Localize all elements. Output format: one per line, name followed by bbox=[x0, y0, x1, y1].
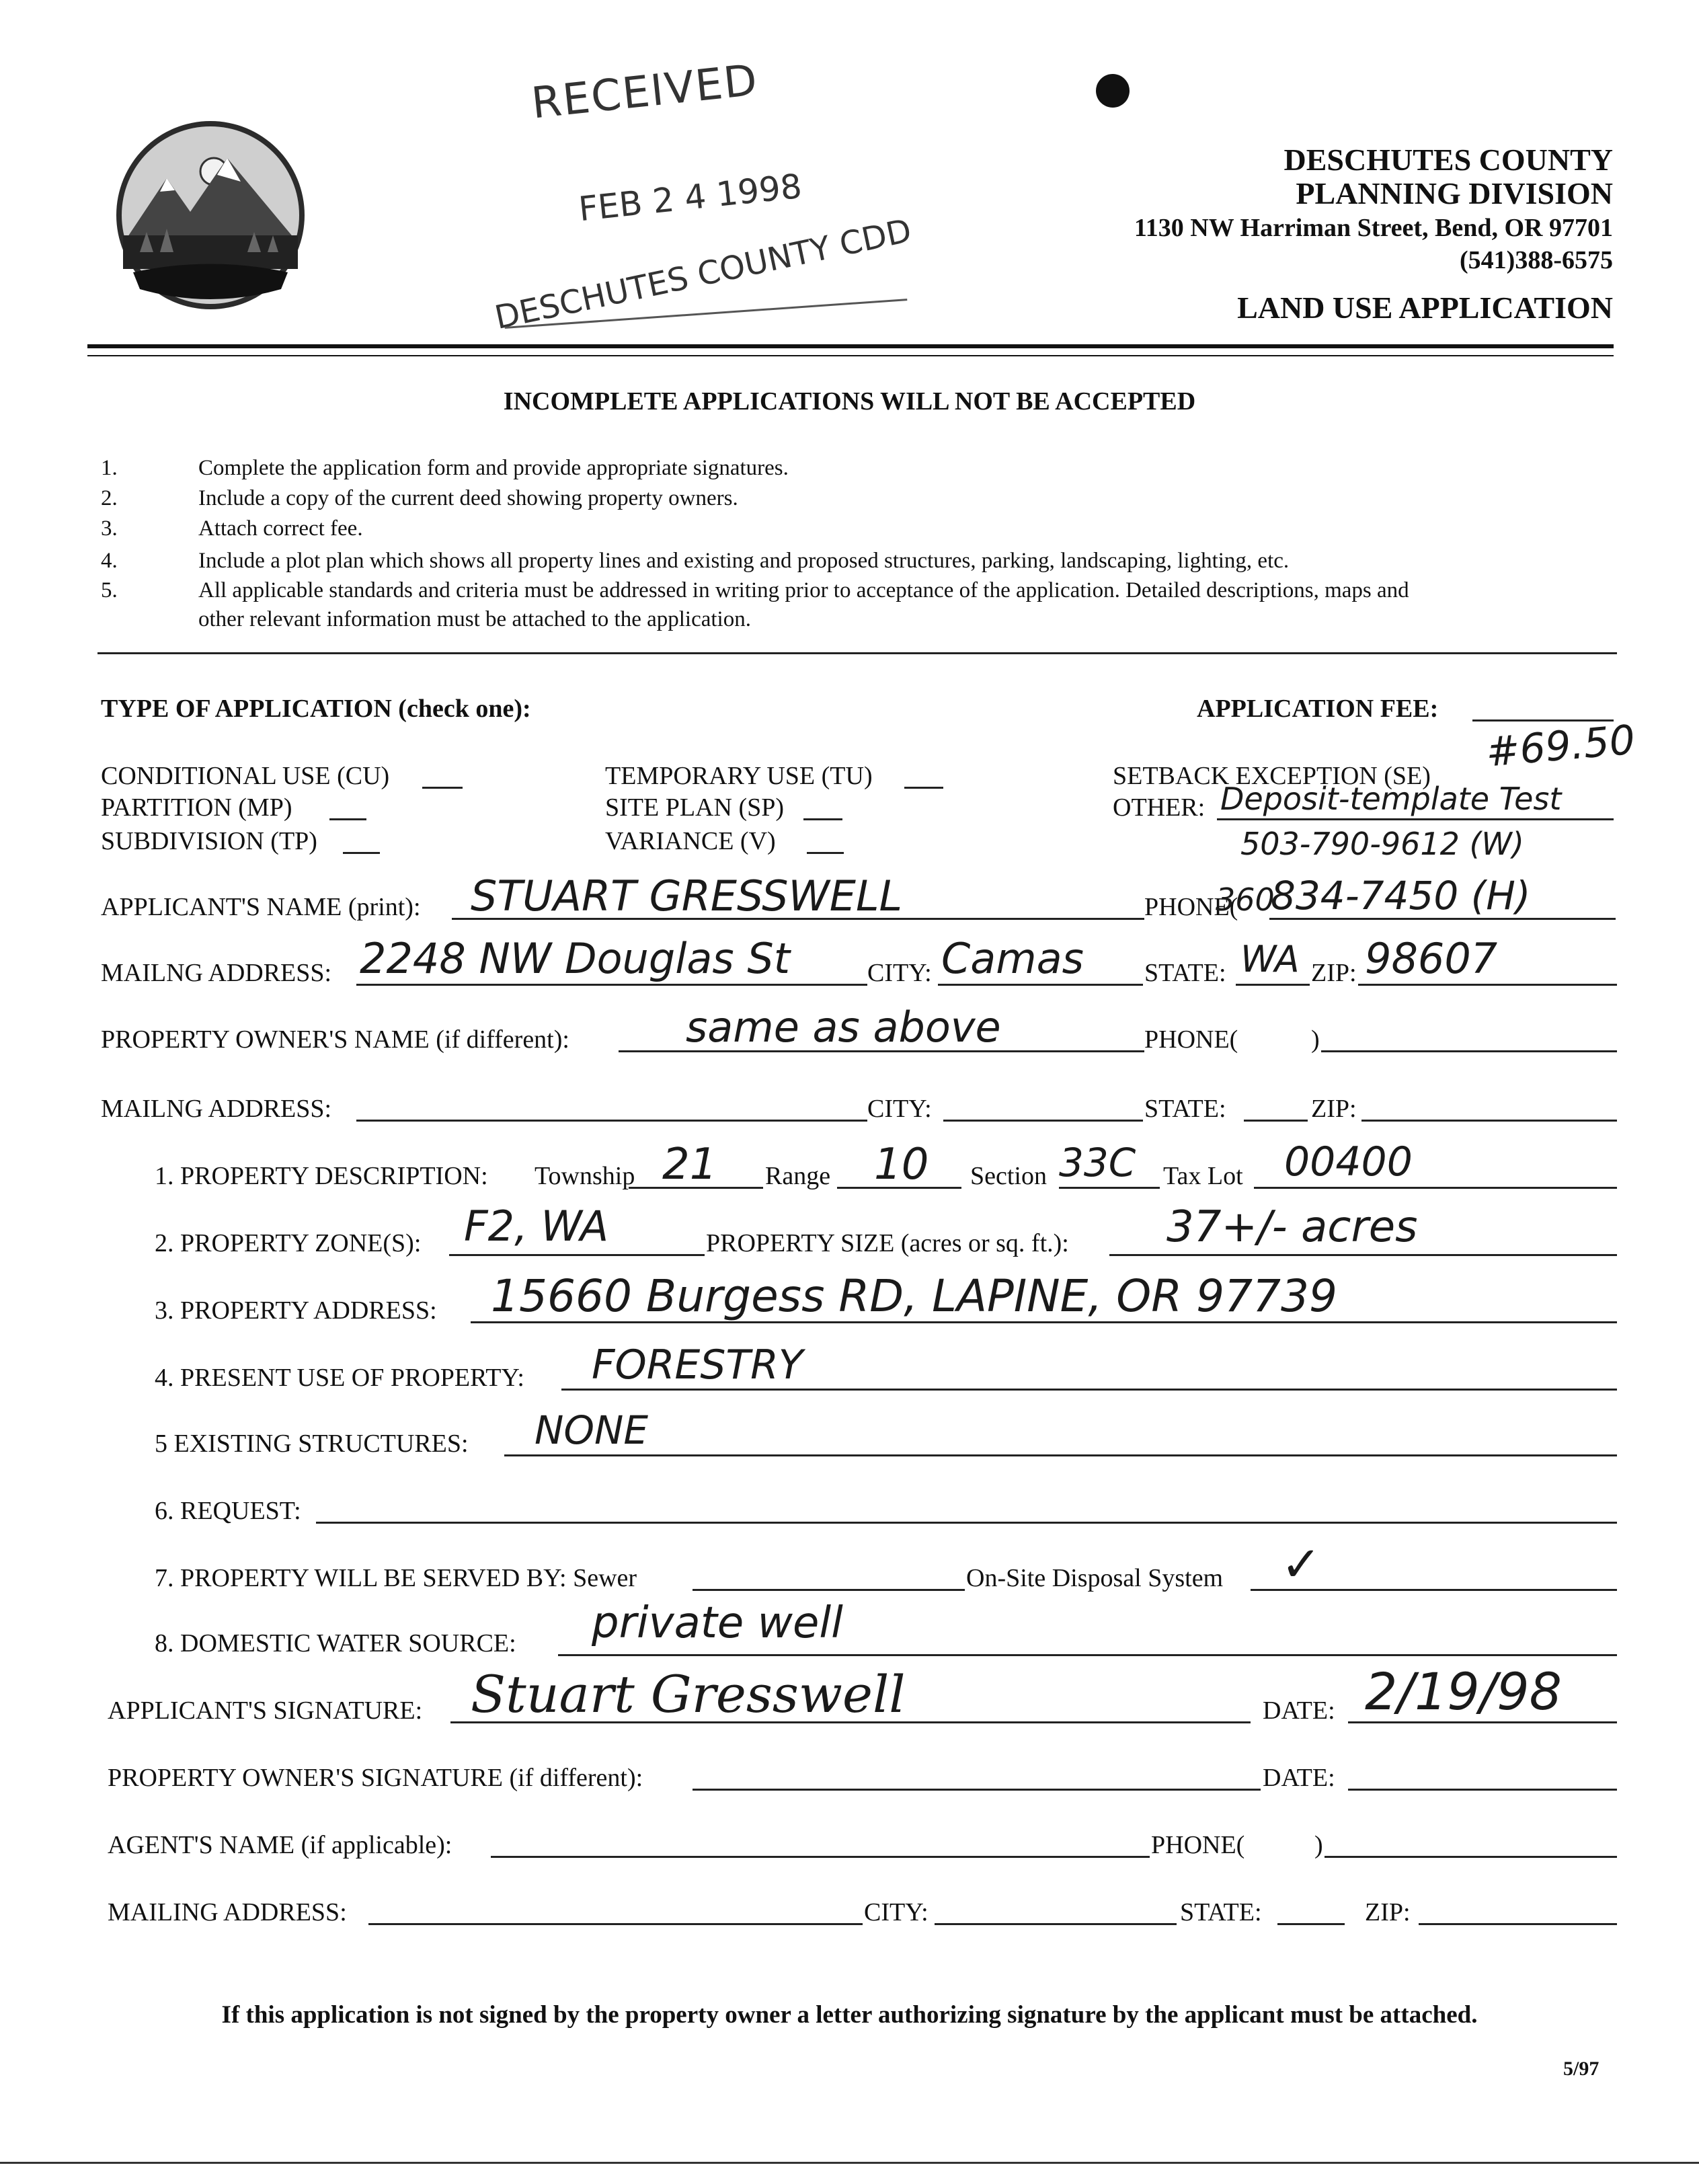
section-line bbox=[1059, 1187, 1160, 1189]
checkbox-line-sp[interactable] bbox=[803, 818, 842, 820]
applicant-phone-label: PHONE( bbox=[1144, 893, 1238, 921]
applicant-name-value[interactable]: STUART GRESSWELL bbox=[471, 871, 903, 921]
owner-name-value[interactable]: same as above bbox=[686, 1003, 1001, 1052]
tax-lot-label: Tax Lot bbox=[1163, 1162, 1243, 1190]
received-stamp bbox=[471, 54, 928, 338]
header-rule bbox=[87, 344, 1614, 348]
water-source-value[interactable]: private well bbox=[592, 1598, 843, 1648]
agent-city-label: CITY: bbox=[864, 1898, 928, 1926]
application-fee-label: APPLICATION FEE: bbox=[1197, 695, 1439, 723]
existing-structures-line bbox=[504, 1454, 1617, 1456]
request-label: 6. REQUEST: bbox=[155, 1497, 301, 1525]
water-source-label: 8. DOMESTIC WATER SOURCE: bbox=[155, 1629, 516, 1658]
header-rule-thin bbox=[87, 355, 1614, 356]
applicant-date-value[interactable]: 2/19/98 bbox=[1365, 1662, 1562, 1721]
range-label: Range bbox=[765, 1162, 831, 1190]
applicant-phone-value[interactable]: 834-7450 (H) bbox=[1271, 873, 1531, 919]
applicant-address-value[interactable]: 2248 NW Douglas St bbox=[360, 934, 791, 983]
property-address-label: 3. PROPERTY ADDRESS: bbox=[155, 1296, 437, 1325]
present-use-line bbox=[561, 1389, 1617, 1391]
option-site-plan: SITE PLAN (SP) bbox=[605, 793, 785, 822]
instruction-text: Attach correct fee. bbox=[198, 516, 363, 541]
property-size-value[interactable]: 37+/- acres bbox=[1167, 1202, 1418, 1252]
org-phone: (541)388-6575 bbox=[1460, 246, 1613, 274]
sewer-line[interactable] bbox=[693, 1589, 965, 1591]
applicant-state-line bbox=[1236, 984, 1310, 986]
agent-zip-line[interactable] bbox=[1419, 1923, 1617, 1925]
checkbox-line-cu[interactable] bbox=[422, 787, 463, 789]
property-zone-value[interactable]: F2, WA bbox=[464, 1202, 609, 1251]
owner-city-label: CITY: bbox=[867, 1095, 932, 1123]
existing-structures-label: 5 EXISTING STRUCTURES: bbox=[155, 1430, 469, 1458]
applicant-state-value[interactable]: WA bbox=[1240, 938, 1300, 980]
township-label: Township bbox=[535, 1162, 635, 1190]
on-site-disposal-check[interactable]: ✓ bbox=[1281, 1536, 1322, 1592]
agent-state-line[interactable] bbox=[1277, 1923, 1345, 1925]
option-other: OTHER: bbox=[1113, 793, 1206, 822]
agent-phone-close: ) bbox=[1314, 1831, 1323, 1859]
instruction-text: Include a copy of the current deed showing property owners. bbox=[198, 486, 738, 510]
applicant-state-label: STATE: bbox=[1144, 959, 1226, 987]
checkbox-line-tu[interactable] bbox=[904, 787, 943, 789]
property-address-value[interactable]: 15660 Burgess RD, LAPINE, OR 97739 bbox=[491, 1270, 1338, 1322]
applicant-date-line bbox=[1348, 1721, 1617, 1723]
instruction-num: 1. bbox=[101, 456, 118, 480]
property-size-label: PROPERTY SIZE (acres or sq. ft.): bbox=[706, 1229, 1069, 1257]
property-size-line bbox=[1109, 1254, 1617, 1256]
instruction-num: 5. bbox=[101, 578, 118, 602]
applicant-signature-label: APPLICANT'S SIGNATURE: bbox=[108, 1696, 423, 1725]
punch-hole-mark bbox=[1096, 74, 1130, 108]
agent-city-line[interactable] bbox=[935, 1923, 1177, 1925]
other-line bbox=[1217, 818, 1614, 820]
checkbox-line-tp[interactable] bbox=[343, 852, 380, 854]
range-value[interactable]: 10 bbox=[874, 1140, 929, 1190]
instruction-num: 4. bbox=[101, 549, 118, 573]
applicant-address-label: MAILNG ADDRESS: bbox=[101, 959, 332, 987]
stamp-agency: DESCHUTES COUNTY CDD bbox=[491, 211, 915, 338]
checkbox-line-mp[interactable] bbox=[329, 818, 366, 820]
applicant-zip-label: ZIP: bbox=[1311, 959, 1357, 987]
instruction-text: Include a plot plan which shows all property lines and existing and proposed structures, parking, landscaping, lighting, etc. bbox=[198, 549, 1290, 573]
county-logo bbox=[113, 118, 308, 313]
other-value[interactable]: Deposit-template Test bbox=[1220, 781, 1562, 817]
owner-zip-label: ZIP: bbox=[1311, 1095, 1357, 1123]
tax-lot-value[interactable]: 00400 bbox=[1284, 1138, 1413, 1185]
section-divider bbox=[97, 652, 1617, 654]
tax-lot-line bbox=[1254, 1187, 1617, 1189]
applicant-address-line bbox=[356, 984, 867, 986]
owner-state-label: STATE: bbox=[1144, 1095, 1226, 1123]
agent-mailing-address-line[interactable] bbox=[368, 1923, 863, 1925]
form-title: LAND USE APPLICATION bbox=[1237, 290, 1613, 325]
instruction-num: 3. bbox=[101, 516, 118, 541]
checkbox-line-v[interactable] bbox=[807, 852, 844, 854]
owner-zip-line[interactable] bbox=[1361, 1120, 1617, 1122]
owner-date-label: DATE: bbox=[1263, 1764, 1335, 1792]
township-value[interactable]: 21 bbox=[662, 1140, 717, 1190]
applicant-phone-area[interactable]: 360 bbox=[1216, 882, 1275, 918]
property-zone-line bbox=[449, 1254, 705, 1256]
owner-phone-label: PHONE( bbox=[1144, 1025, 1238, 1054]
owner-signature-label: PROPERTY OWNER'S SIGNATURE (if different): bbox=[108, 1764, 643, 1792]
work-phone-value[interactable]: 503-790-9612 (W) bbox=[1240, 826, 1524, 862]
agent-state-label: STATE: bbox=[1180, 1898, 1262, 1926]
owner-phone-line[interactable] bbox=[1321, 1050, 1617, 1052]
option-conditional-use: CONDITIONAL USE (CU) bbox=[101, 762, 390, 790]
applicant-date-label: DATE: bbox=[1263, 1696, 1335, 1725]
applicant-city-label: CITY: bbox=[867, 959, 932, 987]
applicant-city-value[interactable]: Camas bbox=[941, 934, 1084, 983]
owner-address-label: MAILNG ADDRESS: bbox=[101, 1095, 332, 1123]
option-temporary-use: TEMPORARY USE (TU) bbox=[605, 762, 873, 790]
org-name: DESCHUTES COUNTY bbox=[1283, 143, 1613, 177]
existing-structures-value[interactable]: NONE bbox=[535, 1407, 649, 1453]
owner-state-line[interactable] bbox=[1244, 1120, 1308, 1122]
agent-mailing-address-label: MAILING ADDRESS: bbox=[108, 1898, 347, 1926]
section-value[interactable]: 33C bbox=[1059, 1140, 1136, 1185]
applicant-city-line bbox=[938, 984, 1143, 986]
property-zone-label: 2. PROPERTY ZONE(S): bbox=[155, 1229, 422, 1257]
application-fee-value[interactable]: #69.50 bbox=[1484, 716, 1637, 777]
owner-city-line[interactable] bbox=[943, 1120, 1143, 1122]
agent-phone-line[interactable] bbox=[1325, 1856, 1617, 1858]
owner-address-line[interactable] bbox=[356, 1120, 867, 1122]
agent-name-line[interactable] bbox=[491, 1856, 1150, 1858]
applicant-signature[interactable]: Stuart Gresswell bbox=[471, 1664, 906, 1724]
present-use-value[interactable]: FORESTRY bbox=[592, 1341, 803, 1389]
agent-zip-label: ZIP: bbox=[1365, 1898, 1411, 1926]
agent-phone-label: PHONE( bbox=[1151, 1831, 1245, 1859]
section-label: Section bbox=[970, 1162, 1047, 1190]
request-line[interactable] bbox=[316, 1522, 1617, 1524]
stamp-date: FEB 2 4 1998 bbox=[576, 166, 804, 229]
option-variance: VARIANCE (V) bbox=[605, 827, 776, 855]
water-source-line bbox=[558, 1654, 1617, 1656]
division-name: PLANNING DIVISION bbox=[1296, 176, 1613, 210]
owner-phone-close: ) bbox=[1311, 1025, 1320, 1054]
option-setback-exception: SETBACK EXCEPTION (SE) bbox=[1113, 762, 1431, 790]
org-address: 1130 NW Harriman Street, Bend, OR 97701 bbox=[1134, 214, 1613, 242]
agent-name-label: AGENT'S NAME (if applicable): bbox=[108, 1831, 452, 1859]
option-subdivision: SUBDIVISION (TP) bbox=[101, 827, 317, 855]
option-partition: PARTITION (MP) bbox=[101, 793, 292, 822]
on-site-disposal-label: On-Site Disposal System bbox=[966, 1564, 1224, 1592]
applicant-name-label: APPLICANT'S NAME (print): bbox=[101, 893, 421, 921]
application-type-heading: TYPE OF APPLICATION (check one): bbox=[101, 695, 531, 723]
present-use-label: 4. PRESENT USE OF PROPERTY: bbox=[155, 1364, 524, 1392]
footer-note: If this application is not signed by the property owner a letter authorizing signature by the applicant must be attached. bbox=[221, 2001, 1478, 2029]
owner-name-label: PROPERTY OWNER'S NAME (if different): bbox=[101, 1025, 569, 1054]
owner-signature-line[interactable] bbox=[693, 1789, 1261, 1791]
instruction-text: Complete the application form and provide appropriate signatures. bbox=[198, 456, 789, 480]
form-revision: 5/97 bbox=[1563, 2058, 1599, 2080]
property-description-label: 1. PROPERTY DESCRIPTION: bbox=[155, 1162, 488, 1190]
notice: INCOMPLETE APPLICATIONS WILL NOT BE ACCEPTED bbox=[503, 387, 1196, 416]
applicant-zip-value[interactable]: 98607 bbox=[1365, 934, 1498, 983]
instruction-num: 2. bbox=[101, 486, 118, 510]
served-by-label: 7. PROPERTY WILL BE SERVED BY: Sewer bbox=[155, 1564, 637, 1592]
footer-rule bbox=[0, 2162, 1699, 2164]
applicant-zip-line bbox=[1358, 984, 1617, 986]
stamp-received: RECEIVED bbox=[529, 55, 761, 129]
owner-date-line[interactable] bbox=[1348, 1789, 1617, 1791]
instruction-text-cont: other relevant information must be attached to the application. bbox=[198, 607, 751, 631]
instruction-text: All applicable standards and criteria must be addressed in writing prior to acceptance of the application. Detailed descriptions, maps and bbox=[198, 578, 1409, 602]
